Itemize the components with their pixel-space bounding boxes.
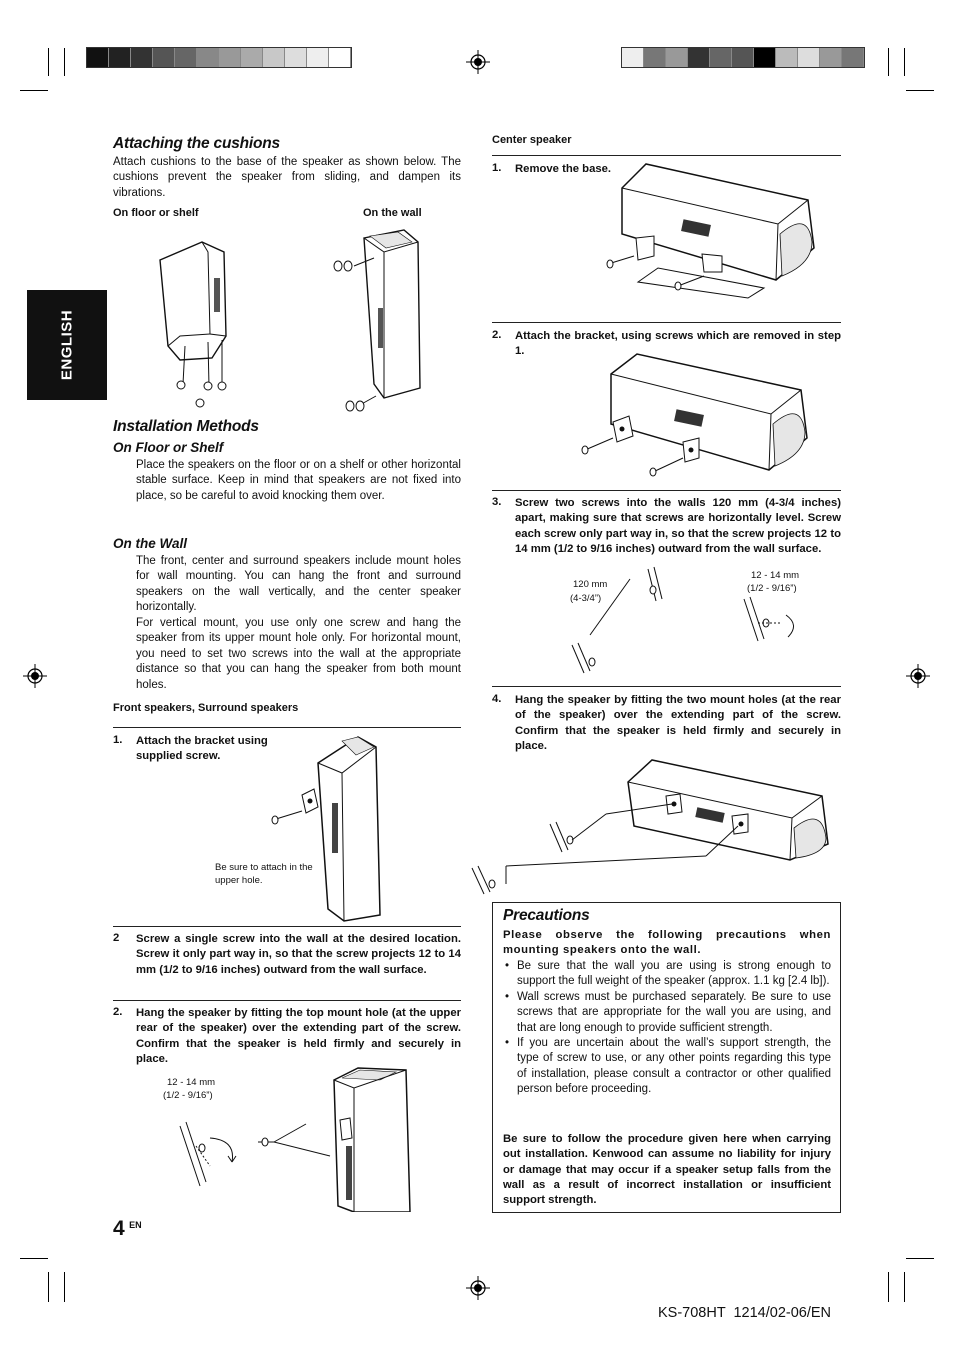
- registration-mark-left: [23, 664, 47, 688]
- divider: [492, 686, 841, 687]
- floor-body: Place the speakers on the floor or on a shelf or other horizontal stable surface. Keep in mind that speakers are not fixed into place, so be careful to avoid knocking them over.: [136, 459, 461, 502]
- center-step3-illustration: [560, 565, 810, 675]
- divider: [113, 1000, 461, 1001]
- center-step2-illustration: [575, 350, 820, 480]
- center-step1-text: Remove the base.: [515, 163, 612, 175]
- precaution-item: • Wall screws must be purchased separately. Be sure to use screws that are appropriate for the wall you are using, and that are long enough to provide sufficient strength.: [503, 990, 831, 1036]
- fs-step3-text: Hang the speaker by fitting the top mount hole (at the upper rear of the speaker) over the extending part of the screw. Confirm that the speaker is held firmly and securely in place.: [136, 1007, 461, 1065]
- color-bar-right: [621, 47, 865, 68]
- center-step3-text: Screw two screws into the walls 120 mm (4-3/4 inches) apart, making sure that screws are horizontally level. Screw each screw only part way in, so that the screw projects 12 to 14 mm (1/2 to 9/16 inches) outward from the wall surface.: [515, 497, 841, 555]
- center-heading: Center speaker: [492, 134, 572, 146]
- center-step4-number: 4.: [492, 693, 502, 705]
- installation-title: Installation Methods: [113, 418, 259, 435]
- language-tab-label: ENGLISH: [58, 309, 76, 381]
- color-bar-left: [86, 47, 352, 68]
- fs-step1-note: Be sure to attach in the upper hole.: [215, 862, 313, 886]
- cushions-floor-illustration: [150, 238, 240, 410]
- cushions-body: Attach cushions to the base of the speaker as shown below. The cushions prevent the speaker from sliding, and dampen its vibrations.: [113, 156, 461, 199]
- center-step1-illustration: [598, 160, 823, 300]
- model-code: KS-708HT 1214/02-06/EN: [658, 1305, 832, 1321]
- precautions-closing: Be sure to follow the procedure given here when carrying out installation. Kenwood can assume no liability for injury or damage that may occur if a speaker setup falls from the wall as a result of incorrect installation or insufficient support strength.: [503, 1133, 831, 1207]
- precautions-title: Precautions: [503, 907, 590, 924]
- cushions-title: Attaching the cushions: [113, 135, 280, 152]
- fs-step3-number: 2.: [113, 1006, 123, 1018]
- fs-step2-text: Screw a single screw into the wall at the desired location. Screw it only part way in, so that the screw projects 12 to 14 mm (1/2 to 9/16 inches) outward from the wall surface.: [136, 933, 461, 976]
- page-number-lang: EN: [129, 1220, 142, 1230]
- fs-dim-in: (1/2 - 9/16”): [163, 1090, 213, 1101]
- page-number-value: 4: [113, 1217, 125, 1240]
- divider: [113, 926, 461, 927]
- center-dim-120-mm: 120 mm: [573, 579, 608, 590]
- fs-step1-number: 1.: [113, 734, 123, 746]
- floor-subtitle: On Floor or Shelf: [113, 440, 224, 455]
- center-dim-in: (1/2 - 9/16”): [747, 583, 797, 594]
- center-dim-120-in: (4-3/4”): [570, 593, 602, 604]
- wall-body-1: The front, center and surround speakers include mount holes for wall mounting. You can hang the front and surround speakers on the wall vertically, and the center speaker horizontally.: [136, 555, 461, 614]
- center-step4-illustration: [466, 756, 836, 898]
- divider: [492, 490, 841, 491]
- front-surround-heading: Front speakers, Surround speakers: [113, 702, 299, 714]
- cushions-wall-illustration: [328, 228, 428, 418]
- fs-step2-number: 2: [113, 932, 120, 944]
- divider: [113, 727, 461, 728]
- wall-body-2: For vertical mount, you use only one screw and hang the speaker from its upper mount hole only. For horizontal mount, you need to set two screws into the wall at the appropriate distance so that you can hang the speaker from both mount holes.: [136, 617, 461, 691]
- wall-subtitle: On the Wall: [113, 536, 188, 551]
- precaution-item: • Be sure that the wall you are using is strong enough to support the full weight of the speaker (approx. 1.1 kg [2.4 lb]).: [503, 959, 831, 990]
- cushions-label-wall: On the wall: [363, 207, 422, 219]
- cushions-label-floor: On floor or shelf: [113, 207, 199, 219]
- registration-mark-bottom: [466, 1276, 490, 1300]
- precautions-list: [503, 959, 831, 1098]
- fs-step1-text: Attach the bracket using supplied screw.: [136, 735, 268, 763]
- fs-step1-illustration: [262, 733, 406, 923]
- center-step1-number: 1.: [492, 162, 502, 174]
- fs-step3-illustration: [170, 1066, 415, 1212]
- center-dim-mm: 12 - 14 mm: [751, 570, 800, 581]
- center-step2-number: 2.: [492, 329, 502, 341]
- page-number: [113, 1217, 142, 1241]
- divider: [492, 155, 841, 156]
- language-tab: [27, 290, 107, 400]
- precaution-item: • If you are uncertain about the wall’s support strength, the type of screw to use, or any other points regarding this type of installation, please consult a contractor or other qualified person before proceeding.: [503, 1036, 831, 1098]
- center-step4-text: Hang the speaker by fitting the two mount holes (at the rear of the speaker) over the extending part of the screw. Confirm that the speaker is held firmly and securely in place.: [515, 694, 841, 752]
- registration-mark-top: [466, 50, 490, 74]
- precautions-box: [492, 902, 841, 1213]
- divider: [492, 322, 841, 323]
- registration-mark-right: [906, 664, 930, 688]
- fs-dim-mm: 12 - 14 mm: [167, 1077, 216, 1088]
- center-step2-text: Attach the bracket, using screws which are removed in step 1.: [515, 330, 841, 358]
- precautions-intro: Please observe the following precautions when mounting speakers onto the wall.: [503, 929, 831, 957]
- center-step3-number: 3.: [492, 496, 502, 508]
